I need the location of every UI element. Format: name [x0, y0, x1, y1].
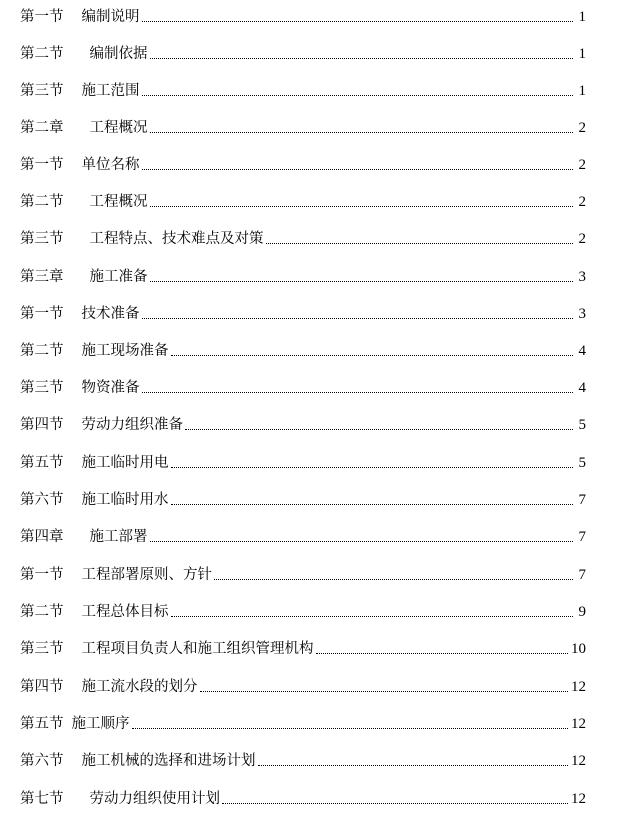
toc-entry-title: 施工机械的选择和进场计划 — [81, 753, 256, 769]
toc-entry-label: 第二节 — [20, 194, 64, 210]
dot-leader — [171, 466, 574, 468]
dot-leader — [142, 391, 574, 393]
toc-entry[interactable] — [20, 264, 586, 286]
toc-entry-title: 施工顺序 — [71, 716, 130, 732]
dot-leader — [150, 540, 574, 542]
dot-leader — [150, 280, 574, 282]
dot-leader — [258, 764, 569, 766]
toc-entry-title: 工程项目负责人和施工组织管理机构 — [81, 641, 314, 657]
dot-leader — [142, 317, 574, 319]
dot-leader — [171, 354, 574, 356]
toc-entry-page: 5 — [578, 417, 586, 433]
toc-entry-label: 第三节 — [20, 380, 64, 396]
toc-entry-page: 1 — [578, 46, 586, 62]
toc-entry-page: 9 — [578, 604, 586, 620]
toc-entry-page: 12 — [571, 679, 586, 695]
toc-entry-label: 第五节 — [20, 455, 64, 471]
toc-entry[interactable] — [20, 748, 586, 770]
toc-entry[interactable] — [20, 4, 586, 26]
dot-leader — [150, 205, 574, 207]
toc-entry-title: 劳动力组织准备 — [81, 417, 183, 433]
toc-entry-title: 编制说明 — [81, 9, 140, 25]
toc-entry-title: 施工临时用电 — [81, 455, 169, 471]
dot-leader — [150, 57, 574, 59]
toc-entry-page: 2 — [578, 120, 586, 136]
toc-entry-label: 第五节 — [20, 716, 64, 732]
toc-entry-page: 2 — [578, 194, 586, 210]
toc-entry[interactable] — [20, 599, 586, 621]
toc-entry-title: 施工现场准备 — [81, 343, 169, 359]
toc-entry[interactable] — [20, 375, 586, 397]
toc-entry-title: 技术准备 — [81, 306, 140, 322]
toc-entry-title: 工程部署原则、方针 — [81, 567, 212, 583]
dot-leader — [142, 20, 574, 22]
dot-leader — [142, 94, 574, 96]
toc-entry-page: 7 — [578, 567, 586, 583]
dot-leader — [185, 428, 573, 430]
toc-entry-page: 2 — [578, 157, 586, 173]
toc-entry[interactable] — [20, 78, 586, 100]
dot-leader — [214, 578, 573, 580]
toc-entry-page: 10 — [571, 641, 586, 657]
toc-entry-label: 第六节 — [20, 492, 64, 508]
dot-leader — [132, 727, 569, 729]
dot-leader — [171, 503, 574, 505]
toc-entry-title: 工程特点、技术难点及对策 — [89, 231, 264, 247]
toc-entry-title: 单位名称 — [81, 157, 140, 173]
toc-entry[interactable] — [20, 674, 586, 696]
toc-entry-label: 第一节 — [20, 157, 64, 173]
toc-entry-title: 施工范围 — [81, 83, 140, 99]
toc-entry[interactable] — [20, 450, 586, 472]
toc-entry[interactable] — [20, 301, 586, 323]
toc-entry[interactable] — [20, 524, 586, 546]
toc-entry-title: 施工临时用水 — [81, 492, 169, 508]
dot-leader — [266, 242, 574, 244]
toc-entry[interactable] — [20, 115, 586, 137]
toc-entry-title: 工程概况 — [89, 194, 148, 210]
toc-entry-page: 12 — [571, 791, 586, 807]
toc-entry-title: 编制依据 — [89, 46, 148, 62]
toc-entry-page: 7 — [578, 529, 586, 545]
toc-entry-label: 第四节 — [20, 679, 64, 695]
toc-entry-label: 第三节 — [20, 83, 64, 99]
toc-entry-label: 第四节 — [20, 417, 64, 433]
toc-entry[interactable] — [20, 487, 586, 509]
toc-entry-label: 第三节 — [20, 231, 64, 247]
dot-leader — [222, 802, 568, 804]
toc-entry-page: 7 — [578, 492, 586, 508]
toc-entry-title: 工程总体目标 — [81, 604, 169, 620]
toc-entry-title: 物资准备 — [81, 380, 140, 396]
toc-entry[interactable] — [20, 226, 586, 248]
toc-entry-page: 12 — [571, 753, 586, 769]
toc-entry-page: 5 — [578, 455, 586, 471]
dot-leader — [171, 615, 574, 617]
toc-entry-label: 第三章 — [20, 269, 64, 285]
dot-leader — [142, 168, 574, 170]
toc-entry-label: 第二节 — [20, 46, 64, 62]
toc-entry[interactable] — [20, 412, 586, 434]
toc-entry-page: 3 — [578, 306, 586, 322]
toc-entry-label: 第三节 — [20, 641, 64, 657]
toc-entry-page: 12 — [571, 716, 586, 732]
toc-entry-page: 4 — [578, 343, 586, 359]
toc-entry[interactable] — [20, 786, 586, 808]
toc-entry-title: 施工部署 — [89, 529, 148, 545]
toc-entry[interactable] — [20, 636, 586, 658]
toc-entry-page: 4 — [578, 380, 586, 396]
toc-entry-label: 第一节 — [20, 9, 64, 25]
toc-entry-label: 第七节 — [20, 791, 64, 807]
toc-entry-label: 第二节 — [20, 604, 64, 620]
toc-entry[interactable] — [20, 189, 586, 211]
dot-leader — [150, 131, 574, 133]
dot-leader — [316, 652, 569, 654]
toc-entry[interactable] — [20, 562, 586, 584]
toc-entry-title: 劳动力组织使用计划 — [89, 791, 220, 807]
toc-entry-label: 第二章 — [20, 120, 64, 136]
toc-entry-page: 3 — [578, 269, 586, 285]
toc-entry[interactable] — [20, 41, 586, 63]
dot-leader — [200, 690, 569, 692]
toc-entry-label: 第二节 — [20, 343, 64, 359]
toc-entry-title: 施工流水段的划分 — [81, 679, 198, 695]
toc-entry-label: 第一节 — [20, 567, 64, 583]
toc-entry-label: 第一节 — [20, 306, 64, 322]
toc-entry[interactable] — [20, 152, 586, 174]
toc-entry-page: 2 — [578, 231, 586, 247]
toc-entry-label: 第四章 — [20, 529, 64, 545]
toc-entry-label: 第六节 — [20, 753, 64, 769]
toc-entry-page: 1 — [578, 83, 586, 99]
toc-entry-page: 1 — [578, 9, 586, 25]
toc-entry-title: 工程概况 — [89, 120, 148, 136]
toc-entry[interactable] — [20, 338, 586, 360]
toc-entry-title: 施工准备 — [89, 269, 148, 285]
toc-entry[interactable] — [20, 711, 586, 733]
